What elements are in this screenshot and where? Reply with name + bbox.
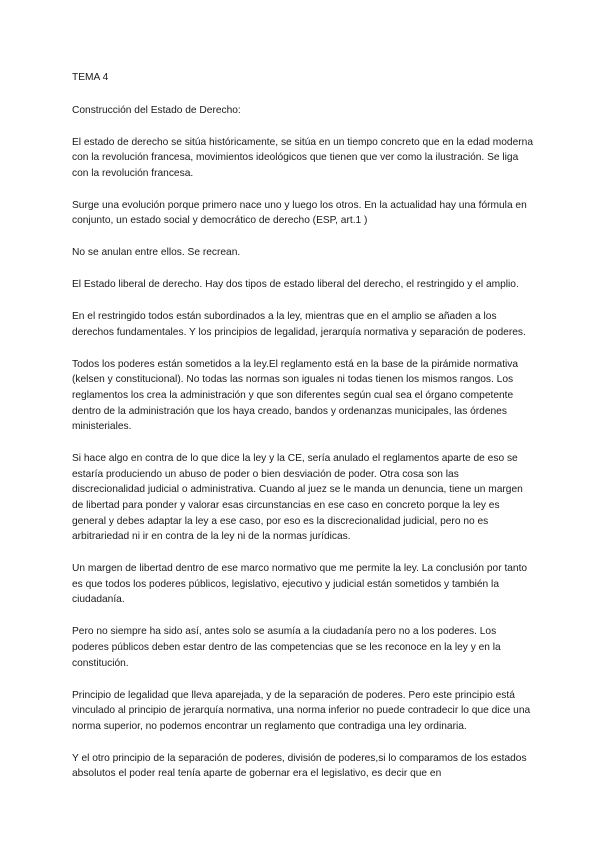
paragraph: Principio de legalidad que lleva aparejada, y de la separación de poderes. Pero este principio está vinculado al principio de jerarquía normativa, una norma inferior no puede contradecir lo que dice una norma superior, no podemos encontrar un reglamento que contradiga una ley ordinaria.	[72, 689, 531, 732]
paragraph: El Estado liberal de derecho. Hay dos tipos de estado liberal del derecho, el restringido y el amplio.	[72, 279, 519, 291]
section-heading: Construcción del Estado de Derecho:	[72, 104, 241, 116]
paragraph: Si hace algo en contra de lo que dice la ley y la CE, sería anulado el reglamentos aparte de eso se estaría produciendo un abuso de poder o bien desviación de poder. Otra cosa son las discrecionalidad judicial o administrativa. Cuando al juez se le manda un denuncia, tiene un margen de libertad para ponder y valorar esas circunstancias en ese caso en concreto porque la ley es general y debes adaptar la ley a ese caso, por eso es la discrecionalidad judicial, pero no es arbitrariedad ni ir en contra de la ley ni de la normas jurídicas.	[72, 453, 523, 543]
paragraph: En el restringido todos están subordinados a la ley, mientras que en el amplio se añaden a los derechos fundamentales. Y los principios de legalidad, jerarquía normativa y separación de poderes.	[72, 311, 526, 338]
document-page	[72, 70, 534, 798]
paragraph: Y el otro principio de la separación de poderes, división de poderes,si lo comparamos de los estados absolutos el poder real tenía aparte de gobernar era el legislativo, es decir que en	[72, 752, 527, 780]
paragraph: No se anulan entre ellos. Se recrean.	[72, 247, 241, 259]
paragraph: Pero no siempre ha sido así, antes solo se asumía a la ciudadanía pero no a los poderes. Los poderes públicos deben estar dentro de las competencias que se les reconoce en la ley y en la constitución.	[72, 626, 501, 669]
document-title: TEMA 4	[72, 72, 109, 83]
paragraph: Un margen de libertad dentro de ese marco normativo que me permite la ley. La conclusión por tanto es que todos los poderes públicos, legislativo, ejecutivo y judicial están sometidos y también la ciudadanía.	[72, 563, 528, 606]
paragraph: Todos los poderes están sometidos a la ley.El reglamento está en la base de la pirámide normativa (kelsen y constitucional). No todas las normas son iguales ni todas tienen los mismos rangos. Los reglamentos los crea la administración y que son diferentes según cual sea el órgano competente dentro de la administración que los haya creado, bandos y ordenanzas municipales, las órdenes ministeriales.	[72, 358, 519, 433]
paragraph: Surge una evolución porque primero nace uno y luego los otros. En la actualidad hay una fórmula en conjunto, un estado social y democrático de derecho (ESP, art.1 )	[72, 199, 527, 227]
paragraph: El estado de derecho se sitúa históricamente, se sitúa en un tiempo concreto que en la edad moderna con la revolución francesa, movimientos ideológicos que tienen que ver como la ilustración. Se liga con la revolución francesa.	[72, 136, 533, 179]
